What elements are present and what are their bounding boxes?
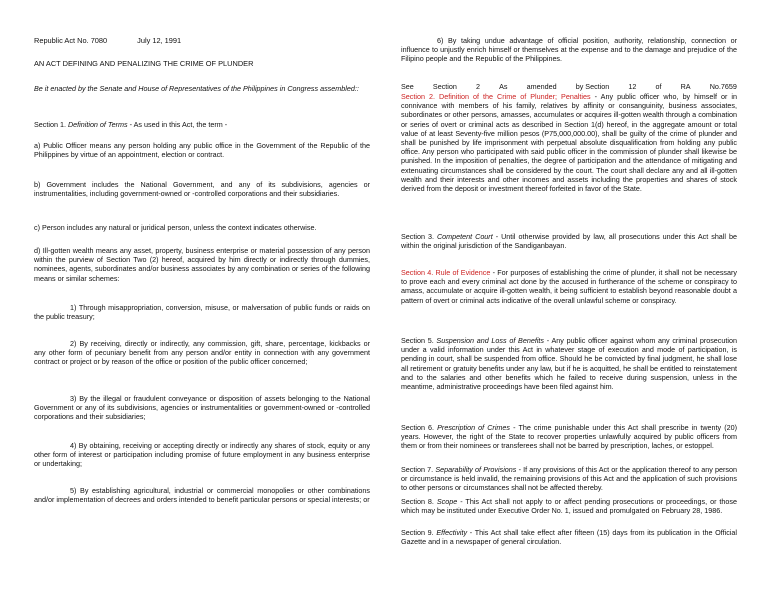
act-header <box>34 36 370 45</box>
means-item-2: 2) By receiving, directly or indirectly, any commission, gift, share, percentage, kickbacks or any other form of pecuniary benefit from any person and/or entity in connection with any government contract or project or by reason of the office or position of the public officer concerned; <box>34 339 370 367</box>
section-2-heading: Section 2. Definition of the Crime of Plunder; Penalties <box>401 92 591 101</box>
act-title: AN ACT DEFINING AND PENALIZING THE CRIME OF PLUNDER <box>34 59 254 68</box>
section-9: Section 9. Effectivity - This Act shall take effect after fifteen (15) days from its publication in the Official Gazette and in a newspaper of general circulation. <box>401 528 737 547</box>
section-1-heading: Section 1. Definition of Terms - As used in this Act, the term - <box>34 120 228 129</box>
act-date: July 12, 1991 <box>137 36 182 45</box>
amendment-note: See Section 2 As amended by Section 12 of RA No.7659 <box>401 82 737 91</box>
means-item-5: 5) By establishing agricultural, industrial or commercial monopolies or other combinations and/or implementation of decrees and orders intended to benefit particular persons or special interests; or <box>34 486 370 505</box>
section-4-heading: Section 4. Rule of Evidence <box>401 268 491 277</box>
section-4: Section 4. Rule of Evidence - For purposes of establishing the crime of plunder, it shall not be necessary to prove each and every criminal act done by the accused in furtherance of the scheme or conspiracy to amass, accumulate or acquire ill-gotten wealth, it being sufficient to establish beyond reasonable doubt a pattern of overt or criminal acts indicative of the overall unlawful scheme or conspiracy. <box>401 268 737 305</box>
section-6: Section 6. Prescription of Crimes - The crime punishable under this Act shall prescribe in twenty (20) years. However, the right of the State to recover properties unlawfully acquired by public officers from them or from their nominees or transferees shall not be barred by prescription, laches, or estoppel. <box>401 423 738 451</box>
definition-person: c) Person includes any natural or juridical person, unless the context indicates otherwise. <box>34 223 317 232</box>
section-8: Section 8. Scope - This Act shall not apply to or affect pending prosecutions or proceedings, or those which may be instituted under Executive Order No. 1, issued and promulgated on February 28, 1986. <box>401 497 737 516</box>
section-7: Section 7. Separability of Provisions - If any provisions of this Act or the application thereof to any person or circumstance is held invalid, the remaining provisions of this Act and the application of such provisions to other persons or circumstances shall not be affected thereby. <box>401 465 737 493</box>
section-2: Section 2. Definition of the Crime of Plunder; Penalties - Any public officer who, by himself or in connivance with members of his family, relatives by affinity or consanguinity, business associates, subordinates or other persons, amasses, accumulates or acquires ill-gotten wealth through a combination or series of overt or criminal acts as described in Section 1(d) hereof, in the aggregate amount or total value of at least Seventy-five million pesos (P75,000,000.00), shall be guilty of the crime of plunder and shall be punished by life imprisonment with perpetual absolute disqualification from holding any public office. Any person who participated with said public officer in the commission of plunder shall likewise be punished. In the imposition of penalties, the degree of participation and the attendance of mitigating and extenuating circumstances shall be considered by the court. The court shall declare any and all ill-gotten wealth and their interests and other incomes and assets including the properties and shares of stock derived from the deposit or investment thereof forfeited in favor of the State. <box>401 92 737 194</box>
right-column <box>401 0 737 594</box>
definition-ill-gotten-wealth: d) Ill-gotten wealth means any asset, property, business enterprise or material possession of any person within the purview of Section Two (2) hereof, acquired by him directly or indirectly through dummies, nominees, agents, subordinates and/or business associates by any combination or series of the following means or similar schemes: <box>34 246 370 283</box>
section-3: Section 3. Competent Court - Until otherwise provided by law, all prosecutions under this Act shall be within the original jurisdiction of the Sandiganbayan. <box>401 232 737 251</box>
definition-government: b) Government includes the National Government, and any of its subdivisions, agencies or instrumentalities, including government-owned or -controlled corporations and their subsidiaries. <box>34 180 370 199</box>
left-column <box>34 0 370 594</box>
enacting-clause: Be it enacted by the Senate and House of Representatives of the Philippines in Congress assembled:: <box>34 84 359 93</box>
means-item-1: 1) Through misappropriation, conversion, misuse, or malversation of public funds or raids on the public treasury; <box>34 303 370 322</box>
section-5: Section 5. Suspension and Loss of Benefits - Any public officer against whom any criminal prosecution under a valid information under this Act in whatever stage of execution and mode of participation, is pending in court, shall be suspended from office. Should he be convicted by final judgment, he shall lose all retirement or gratuity benefits under any law, but if he is acquitted, he shall be entitled to reinstatement and to the salaries and other benefits which he failed to receive during suspension, unless in the meantime, administrative proceedings have been filed against him. <box>401 336 737 392</box>
act-number: Republic Act No. 7080 <box>34 36 108 45</box>
means-item-3: 3) By the illegal or fraudulent conveyance or disposition of assets belonging to the National Government or any of its subdivisions, agencies or instrumentalities or government-owned or -controlled corporations and their subsidiaries; <box>34 394 370 422</box>
means-item-6: 6) By taking undue advantage of official position, authority, relationship, connection or influence to unjustly enrich himself or themselves at the expense and to the damage and prejudice of the Filipino people and the Republic of the Philippines. <box>401 36 737 64</box>
means-item-4: 4) By obtaining, receiving or accepting directly or indirectly any shares of stock, equity or any other form of interest or participation including promise of future employment in any business enterprise or undertaking; <box>34 441 370 469</box>
definition-public-officer: a) Public Officer means any person holding any public office in the Government of the Republic of the Philippines by virtue of an appointment, election or contract. <box>34 141 370 160</box>
